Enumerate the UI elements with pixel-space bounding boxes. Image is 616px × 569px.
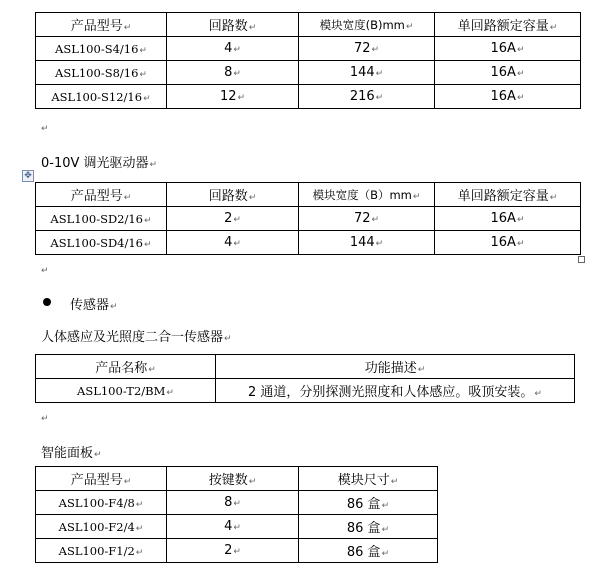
table-panels (35, 466, 438, 563)
header-cell: 单回路额定容量 (457, 189, 549, 204)
cell: ASL100-SD4/16 (50, 235, 144, 250)
cell: 144 (349, 65, 375, 80)
table-header-row (36, 467, 438, 491)
cell: 2 通道，分别探测光照度和人体感应。吸顶安装。 (248, 385, 534, 400)
cell: ASL100-SD2/16 (50, 211, 144, 226)
header-cell: 产品名称 (95, 361, 148, 376)
header-cell: 产品型号 (70, 473, 123, 488)
header-cell: 产品型号 (70, 19, 123, 34)
header-cell: 产品型号 (70, 189, 123, 204)
table-row (36, 379, 575, 403)
table-row (36, 85, 581, 109)
cell: 216 (349, 89, 375, 104)
sensor-subheading: 人体感应及光照度二合一传感器↵ (41, 326, 232, 345)
header-cell: 模块宽度(B)mm (319, 17, 405, 32)
table-dimmer-modules (35, 182, 581, 255)
panel-heading: 智能面板↵ (41, 442, 102, 461)
cell: 12 (219, 89, 237, 104)
header-cell: 单回路额定容量 (457, 19, 549, 34)
header-cell: 模块宽度（B）mm (312, 187, 412, 202)
table-move-handle[interactable]: ✥ (22, 170, 34, 182)
cell: ASL100-S4/16 (55, 41, 139, 56)
header-cell: 回路数 (208, 19, 248, 34)
header-cell: 按键数 (208, 473, 248, 488)
cell: 16A (490, 89, 516, 104)
table-row (36, 515, 438, 539)
table-sensors (35, 354, 575, 403)
paragraph-mark (41, 124, 49, 134)
cell: 4 (224, 519, 233, 534)
cell: 16A (490, 41, 516, 56)
cell: ASL100-F1/2 (58, 543, 135, 558)
cell: 16A (490, 235, 516, 250)
cell: 4 (224, 235, 233, 250)
cell: ASL100-S8/16 (55, 65, 139, 80)
table-row (36, 37, 581, 61)
paragraph-mark (41, 414, 49, 424)
cell: 16A (490, 211, 516, 226)
table-header-row (36, 183, 581, 207)
cell: 144 (349, 235, 375, 250)
table-header-row (36, 355, 575, 379)
header-cell: 回路数 (208, 189, 248, 204)
cell: 8 (224, 65, 233, 80)
cell: 86 盒 (346, 521, 381, 536)
bullet-icon (43, 298, 51, 306)
cell: ASL100-S12/16 (51, 89, 143, 104)
cell: 72 (353, 211, 371, 226)
table-row (36, 231, 581, 255)
cell: 4 (224, 41, 233, 56)
table-row (36, 539, 438, 563)
cell: ASL100-F2/4 (58, 519, 135, 534)
cell: ASL100-F4/8 (58, 495, 135, 510)
cell: 86 盒 (346, 545, 381, 560)
header-cell: 功能描述 (364, 361, 417, 376)
table-row (36, 207, 581, 231)
cell: ASL100-T2/BM (77, 383, 166, 398)
cell: 72 (353, 41, 371, 56)
dimmer-heading: 0-10V 调光驱动器↵ (41, 152, 157, 171)
cell: 2 (224, 211, 233, 226)
header-cell: 模块尺寸 (337, 473, 390, 488)
table-resize-handle[interactable] (578, 256, 585, 263)
sensor-heading: 传感器↵ (70, 294, 118, 313)
table-row (36, 61, 581, 85)
cell: 86 盒 (346, 497, 381, 512)
cell: 8 (224, 495, 233, 510)
table-relay-modules (35, 12, 581, 109)
paragraph-mark (41, 266, 49, 276)
table-row (36, 491, 438, 515)
table-header-row (36, 13, 581, 37)
cell: 16A (490, 65, 516, 80)
cell: 2 (224, 543, 233, 558)
